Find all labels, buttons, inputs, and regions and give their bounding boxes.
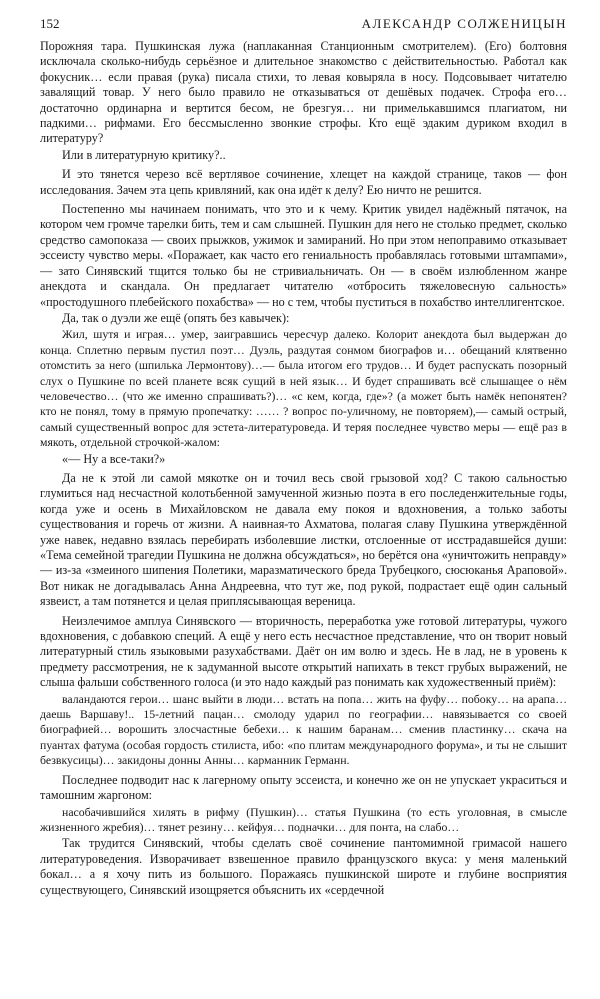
quoted-passage: Жил, шутя и играя… умер, заигравшись чересчур далеко. Колорит анекдота был выдержан до конца. Сплетню первым пустил поэт… Дуэль, раздутая сонмом биографов и… обещаний клятвенно отомстить за него (шпилька Лермонтову)…— была итогом его трудов… И будет распускать позорный слух о Пушкине по всей планете всяк сущий в ней язык… И будет спрашивать всё слышащее о нём человечество… (что же именно спрашивать?)… «с кем, когда, где»? (а может быть намёк непонятен? кто не понял, тому в прямую пропечатку: …… ? вопрос по-уличному, не повторяем),— самый острый, самый существенный вопрос для эстета-литературоведа. И теряя последнее чувство меры — ещё раз в мякоть, отдельной строчкой-жалом: (40, 327, 567, 450)
body-text (40, 39, 567, 898)
paragraph: Неизлечимое амплуа Синявского — вторичность, переработка уже готовой литературы, чужого вдохновения, с добавкою специй. А ещё у него есть несчастное представление, что он творит новый литературный стиль языковыми разухабствами. Даёт он им волю и здесь. Не в лад, не в уровень к предмету рассмотрения, не к задуманной высоте открытий напихать в текст грубых выражений, не слыша фальши собственного голоса (и это надо каждый раз понимать как художественный приём): (40, 613, 567, 690)
paragraph: Да не к этой ли самой мякотке он и точил весь свой грызовой ход? С такою сальностью глумиться над несчастной колотьбенной замученной жизнью поэта в его последенжительные годы, когда уже и осень в Михайловском не давала ему покоя и вдохновения, а только заботы существования и горечь от жизни. А наивная-то Ахматова, полагая славу Пушкина утверждённой уже навек, недавно взялась перебирать изболевшие листки, отслоенные от исстрадавшейся души: «Тема семейной трагедии Пушкина не должна обсуждаться», но берётся она «уничтожить неправду» — из-за «змеиного шипения Полетики, маразматического бреда Трубецкого, сюсюканья Араповой». Вот никак не догадывалась Анна Андреевна, что тут же, под рукой, подрастает ещё один сальный язвеист, а там потянется и целая приплясывающая вереница. (40, 470, 567, 609)
page-number: 152 (40, 16, 60, 31)
page-header (40, 16, 567, 32)
quoted-passage: валандаются герои… шанс выйти в люди… встать на попа… жить на фуфу… побоку… на арапа… даешь Варшаву!.. 15-летний пацан… смолоду ударил по географии… навязывается со своей биографией… ворошить злосчастные бебехи… к нашим баранам… сменив пластинку… скача на пуантах фатума (особая гордость стилиста, ибо: «по плитам международного форума», и ты не слышит безвкусицы)… закидоны донны Анны… карманник Германн. (40, 691, 567, 768)
running-head: АЛЕКСАНДР СОЛЖЕНИЦЫН (361, 16, 567, 31)
paragraph: Последнее подводит нас к лагерному опыту эссеиста, и конечно же он не упускает украситься и тамошним жаргоном: (40, 772, 567, 803)
paragraph: Так трудится Синявский, чтобы сделать своё сочинение пантомимной гримасой нашего литературоведения. Изворачивает взвешенное правило французского вкуса: у меня маленький бокал… а я хочу пить из большого. Поражаясь пушкинской широте и глубине восприятия существующего, Синявский изощряется объяснить их «сердечной (40, 836, 567, 897)
paragraph: Порожняя тара. Пушкинская лужа (наплаканная Станционным смотрителем). (Его) болтовня исключала сколько-нибудь серьёзное и длительное знакомство с действительностью. Работал как фокусник… если правая (рука) писала стихи, то левая ковыряла в носу. Подсовывает читателю завалящий товар. У него было правило не отказываться от дешёвых подачек. Строфа его… достаточно ординарна и вертится бесом, не брезгуя… ни примелькавшимся плагиатом, ни падкими… рифмами. Его бессмысленно звонкие строфы. Кто ещё эдаким дуриком входил в литературу? (40, 39, 567, 146)
quoted-passage: насобачившийся хилять в рифму (Пушкин)… статья Пушкина (то есть уголовная, в смысле жизненного жребия)… тянет резину… кейфуя… подначки… для понта, на слабо… (40, 804, 567, 834)
paragraph: Или в литературную критику?.. (62, 147, 226, 162)
paragraph: Постепенно мы начинаем понимать, что это и к чему. Критик увидел надёжный пятачок, на котором чем громче тарелки бить, тем и сам слышней. Пушкин для него не столько предмет, сколько средство самопоказа — своих прыжков, ужимок и замираний. Но при этом непоправимо отказывает эссеисту чувство меры. «Поражает, как часто его гениальность пробавлялась готовыми штампами», — зато Синявский тщится только бы не стривиальничать. Он — в своём излюбленном жанре анекдота и скандала. Он предлагает читателю «отбросить тяжеловесную сальность» «простодушного плебейского похабства» — но с тем, чтобы пуститься в похабство интеллигентское. (40, 202, 567, 309)
paragraph: Да, так о дуэли же ещё (опять без кавычек): (62, 310, 290, 325)
paragraph: И это тянется черезо всё вертлявое сочинение, хлещет на каждой странице, таков — фон исследования. Зачем эта цепь кривляний, как она идёт к делу? Ею ничто не решится. (40, 167, 567, 197)
quoted-line: «— Ну а все-таки?» (62, 451, 166, 466)
